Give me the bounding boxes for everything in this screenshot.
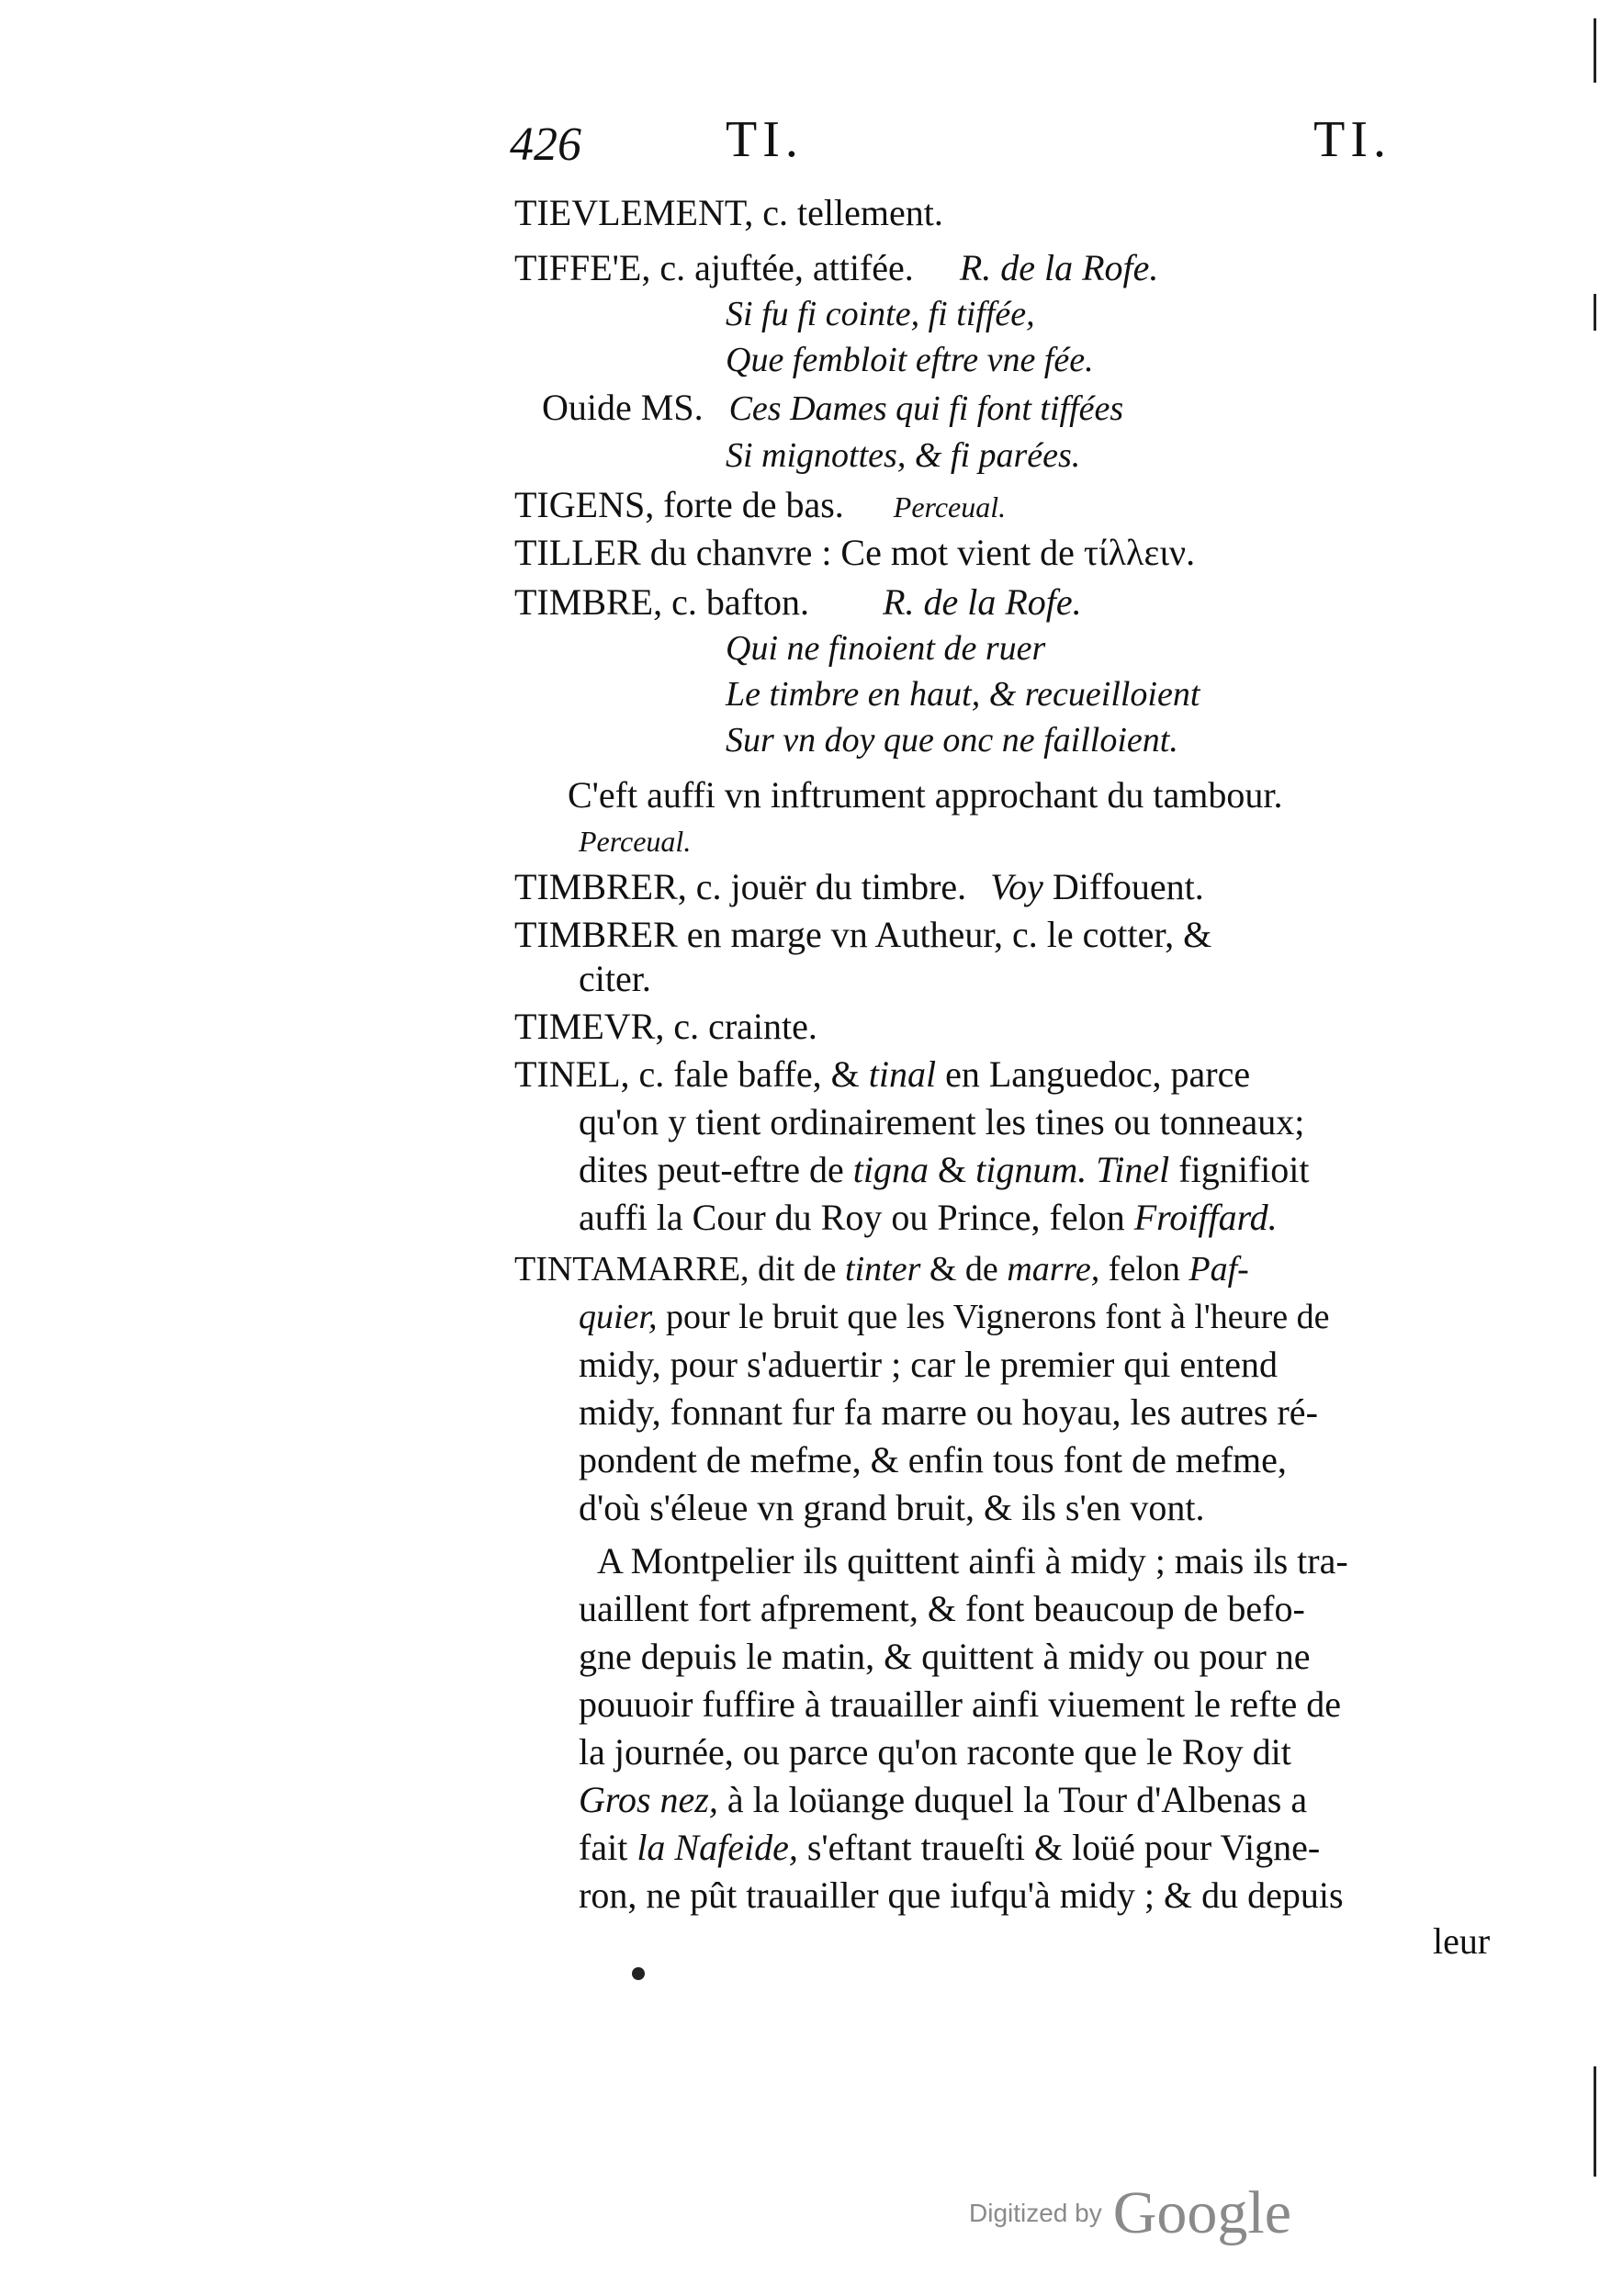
entry-tintamarre-text: TINTAMARRE, dit de (514, 1250, 837, 1289)
entry-tinel-text: en Languedoc, parce (945, 1053, 1251, 1095)
entry-tigens (514, 483, 1006, 529)
entry-tintamarre-line1 (514, 1247, 1249, 1291)
ouide-citation (542, 386, 1123, 431)
paragraph-montpelier-line2: uaillent fort afprement, & font beaucoup de befo- (579, 1588, 1305, 1629)
watermark-prefix: Digitized by (969, 2199, 1102, 2227)
entry-timbrer (514, 865, 1204, 909)
entry-tinel-text: auffi la Cour du Roy ou Prince, felon (579, 1197, 1125, 1238)
citation-perceual: Perceual. (579, 825, 692, 858)
entry-timbre-head (514, 580, 1082, 625)
source-pasquier: Paf- (1189, 1250, 1249, 1289)
margin-rule (1594, 294, 1596, 331)
term-tigna: tigna (852, 1149, 929, 1190)
entry-tinel-text: dites peut-eftre de (579, 1149, 844, 1190)
see-also-target: Diffouent. (1052, 866, 1204, 907)
term-tinel: Tinel (1096, 1149, 1170, 1190)
margin-rule (1594, 2066, 1596, 2177)
verse-line: Que fembloit eftre vne fée. (726, 341, 1094, 379)
term-tignum: tignum. (975, 1149, 1087, 1190)
entry-timevr: TIMEVR, c. crainte. (514, 1006, 817, 1047)
paragraph-text: s'eftant traueſti & loüé pour Vigne- (806, 1827, 1321, 1868)
verse-line: Sur vn doy que onc ne failloient. (726, 721, 1178, 760)
entry-timbre-text: TIMBRE, c. bafton. (514, 581, 810, 623)
entry-tintamarre-text: felon (1108, 1250, 1180, 1289)
verse-line: Le timbre en haut, & recueilloient (726, 675, 1200, 714)
paragraph-montpelier-line8: ron, ne pût trauailler que iufqu'à midy ; & du depuis (579, 1874, 1344, 1916)
source-pasquier: quier, (579, 1298, 658, 1336)
paragraph-text: fait (579, 1827, 628, 1868)
catchword: leur (1433, 1920, 1491, 1962)
citation-roman-de-la-rose: R. de la Rofe. (883, 581, 1082, 623)
entry-tiller: TILLER du chanvre : Ce mot vient de τίλλειν. (514, 532, 1196, 573)
google-watermark (969, 2178, 1291, 2252)
entry-tinel-text: fignifioit (1178, 1149, 1310, 1190)
entry-tinel-line3 (579, 1148, 1309, 1192)
entry-tintamarre-text: & de (929, 1250, 998, 1289)
paragraph-montpelier-line4: pouuoir fuffire à trauailler ainfi viuement le refte de (579, 1683, 1341, 1725)
entry-tievlement: TIEVLEMENT, c. tellement. (514, 192, 943, 233)
google-logo: Google (1112, 2179, 1292, 2246)
margin-rule (1594, 18, 1596, 83)
paragraph-text: à la loüange duquel la Tour d'Albenas a (727, 1779, 1308, 1820)
verse-line: Qui ne finoient de ruer (726, 629, 1046, 668)
ink-speck (632, 1967, 645, 1980)
paragraph-montpelier-line1: A Montpelier ils quittent ainfi à midy ; mais ils tra- (597, 1540, 1348, 1581)
citation-roman-de-la-rose: R. de la Rofe. (959, 247, 1159, 288)
running-header (510, 110, 1391, 193)
verse-line: Si fu fi cointe, fi tiffée, (726, 295, 1035, 333)
term-tinal: tinal (868, 1053, 937, 1095)
page-number: 426 (510, 118, 581, 171)
entry-timbrer-marge-cont: citer. (579, 958, 651, 999)
paragraph-montpelier-line3: gne depuis le matin, & quittent à midy ou pour ne (579, 1636, 1311, 1677)
citation-perceual: Perceual. (893, 490, 1007, 523)
title-la-naseide: la Nafeide, (637, 1827, 798, 1868)
entry-tiffee-head (514, 246, 1158, 290)
paragraph-montpelier-line5: la journée, ou parce qu'on raconte que le Roy dit (579, 1731, 1291, 1773)
entry-timbrer-text: TIMBRER, c. jouër du timbre. (514, 866, 967, 907)
paragraph-montpelier-line7 (579, 1826, 1320, 1870)
term-tinter: tinter (845, 1250, 921, 1289)
running-head-right: TI. (1313, 111, 1391, 168)
entry-tinel-line4 (579, 1196, 1278, 1240)
verse-line: Si mignottes, & fi parées. (726, 436, 1081, 475)
entry-tinel-text: TINEL, c. fale baffe, & (514, 1053, 860, 1095)
entry-tintamarre-line4: midy, fonnant fur fa marre ou hoyau, les autres ré- (579, 1391, 1318, 1433)
entry-tinel-line2: qu'on y tient ordinairement les tines ou tonneaux; (579, 1101, 1305, 1142)
term-marre: marre, (1007, 1250, 1100, 1289)
entry-timbre-sense2: C'eft auffi vn inftrument approchant du tambour. (568, 774, 1283, 816)
entry-tigens-text: TIGENS, forte de bas. (514, 484, 844, 525)
entry-tinel-line1 (514, 1052, 1250, 1097)
running-head-left: TI. (726, 111, 804, 168)
verse-line: Ces Dames qui fi font tiffées (728, 389, 1124, 428)
source-ouide: Ouide MS. (542, 387, 704, 428)
entry-tintamarre-text: pour le bruit que les Vignerons font à l'heure de (666, 1298, 1330, 1336)
see-also-label: Voy (990, 866, 1043, 907)
term-gros-nez: Gros nez, (579, 1779, 718, 1820)
source-froissard: Froiffard. (1133, 1197, 1278, 1238)
entry-timbrer-marge: TIMBRER en marge vn Autheur, c. le cotter, & (514, 914, 1212, 955)
entry-tintamarre-line2 (579, 1295, 1330, 1339)
entry-tintamarre-line5: pondent de mefme, & enfin tous font de mefme, (579, 1439, 1287, 1480)
entry-tintamarre-line3: midy, pour s'aduertir ; car le premier qui entend (579, 1344, 1279, 1385)
entry-tinel-text: & (937, 1149, 967, 1190)
entry-tiffee-text: TIFFE'E, c. ajuftée, attifée. (514, 247, 914, 288)
entry-tintamarre-line6: d'où s'éleue vn grand bruit, & ils s'en vont. (579, 1487, 1205, 1528)
paragraph-montpelier-line6 (579, 1778, 1307, 1822)
